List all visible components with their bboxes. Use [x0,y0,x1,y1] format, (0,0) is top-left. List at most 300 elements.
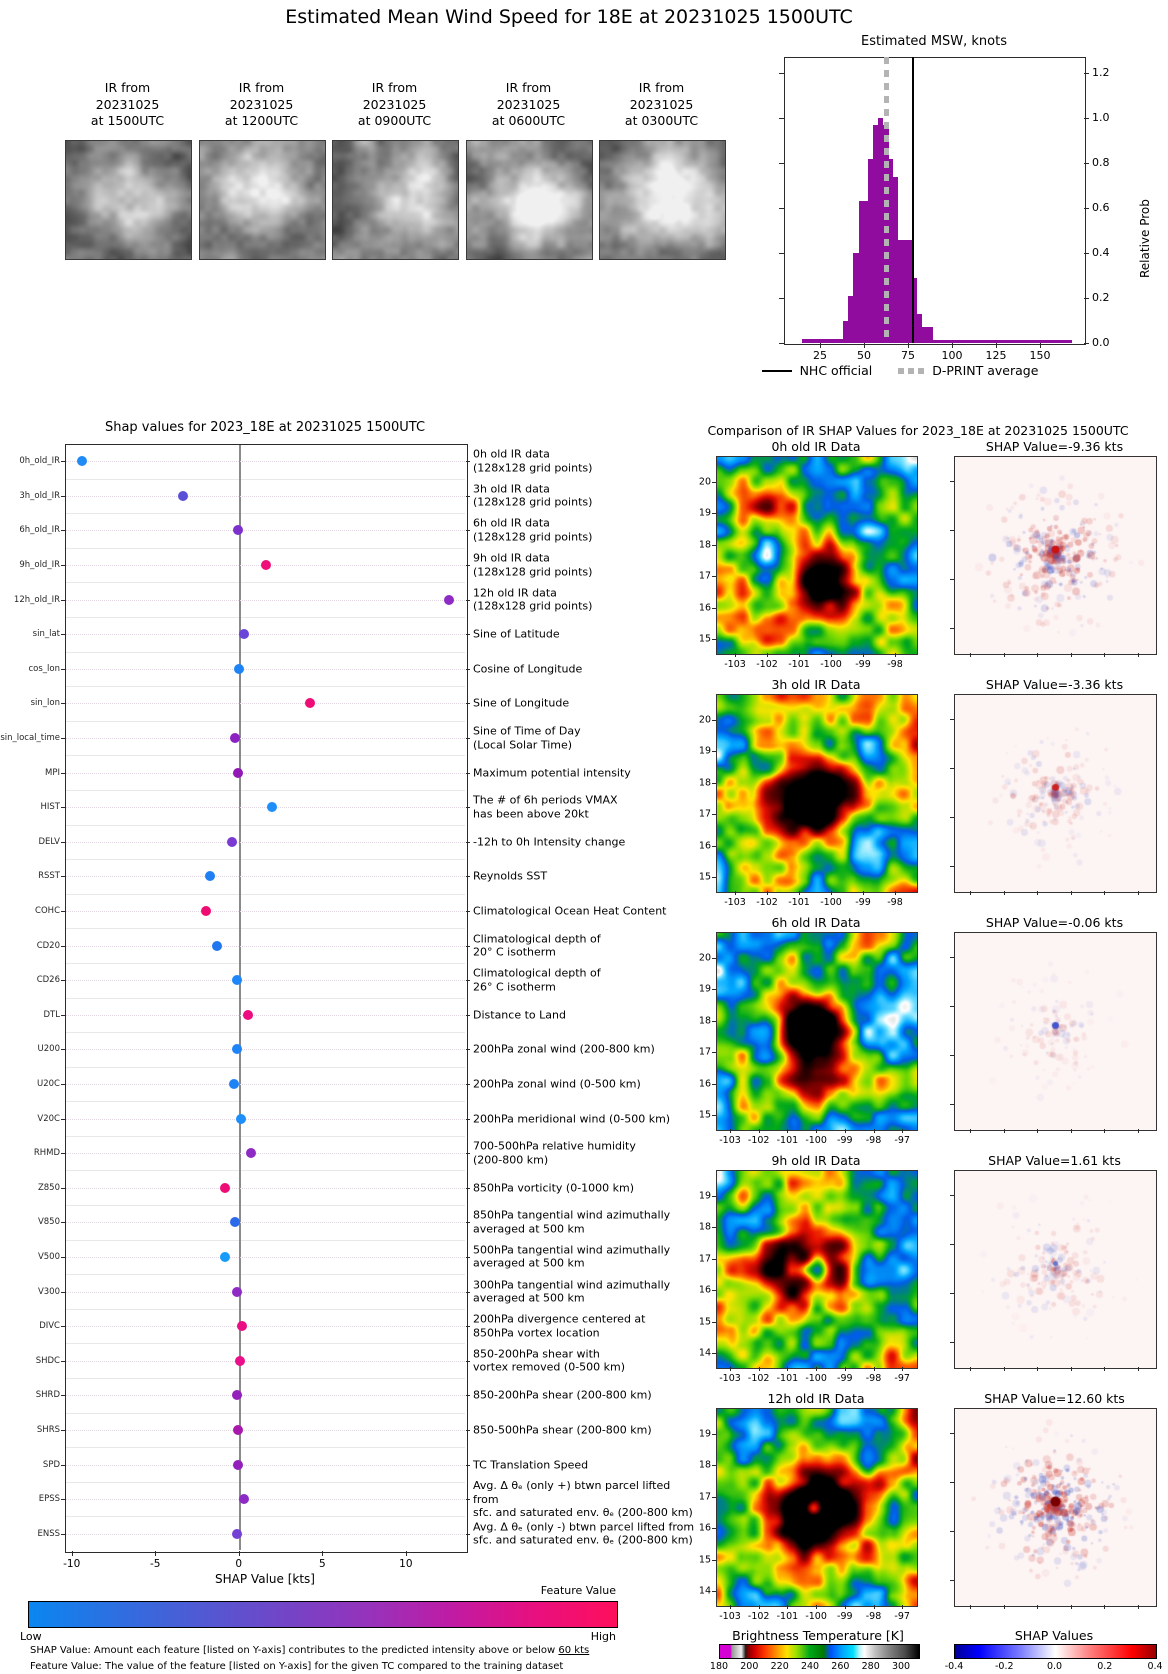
row-separator [66,825,465,826]
thumb-label-line: 20231025 [629,96,694,112]
tick-mark [466,600,470,601]
thumb-label-line: at 1500UTC [90,113,165,128]
histogram-bar [859,201,868,343]
feature-name-CD20: CD20 [36,940,60,951]
shap-dot-sin_lon [305,698,315,708]
histogram-ylabel: Relative Prob [1138,199,1152,278]
map-xtick-label: -97 [894,1135,910,1146]
shap-dot-HIST [267,802,277,812]
tick-mark [712,989,716,990]
map-ytick-label: 20 [698,476,711,488]
thumb-label-line: at 0900UTC [357,113,432,128]
feature-name-DELV: DELV [38,836,60,847]
ir-data-map-row2 [716,932,918,1131]
map-xtick-label: -98 [865,1611,882,1622]
tick-mark [466,911,470,912]
row-gridline [66,738,465,739]
tick-mark [779,343,784,344]
row-separator [66,1205,465,1206]
tick-mark [996,343,997,348]
shap-dot-sin_lat [239,629,249,639]
feature-desc-V500: 500hPa tangential wind azimuthally averaged at 500 km [473,1243,671,1270]
map-ytick-label: 17 [698,808,711,820]
tick-mark [712,1196,716,1197]
bt-colorbar-caption: Brightness Temperature [K] [732,1628,904,1643]
tick-mark [816,1129,817,1133]
thumb-label-line: IR from [238,80,285,95]
row-separator [66,1482,465,1483]
shap-dot-V500 [220,1252,230,1262]
tick-mark [712,1021,716,1022]
colorbar-high-label: High [590,1630,616,1643]
tick-mark [895,891,896,895]
row-separator [66,1309,465,1310]
feature-name-ENSS: ENSS [37,1528,60,1539]
tick-mark [799,653,800,657]
shap-dot-cos_lon [234,664,244,674]
shap-map-title-row1: SHAP Value=-3.36 kts [985,677,1124,692]
tick-mark [712,608,716,609]
thumb-label-line: 20231025 [496,96,561,112]
feature-name-cos_lon: cos_lon [28,663,60,674]
tick-mark [902,1367,903,1371]
feature-name-RSST: RSST [38,871,60,882]
shap-map-row3 [954,1170,1157,1369]
row-gridline [66,461,465,462]
feature-name-3h_old_IR: 3h_old_IR [19,490,60,501]
legend-item-nhc [762,363,873,378]
ir-thumbnail-image [332,140,459,260]
feature-name-0h_old_IR: 0h_old_IR [19,456,60,467]
row-separator [66,1101,465,1102]
tick-mark [970,653,971,657]
shap-dot-MPI [233,768,243,778]
tick-mark [950,1580,954,1581]
tick-mark [950,1433,954,1434]
row-gridline [66,1395,465,1396]
dotted-line-swatch [898,368,924,374]
tick-mark [61,1430,65,1431]
figure-title: Estimated Mean Wind Speed for 18E at 20231025 1500UTC [285,6,853,28]
tick-mark [466,1119,470,1120]
tick-mark [952,343,953,348]
tick-mark [61,1361,65,1362]
tick-mark [845,1605,846,1609]
feature-desc-DIVC: 200hPa divergence centered at 850hPa vortex location [473,1312,646,1340]
tick-mark [1104,891,1105,895]
row-gridline [66,1534,465,1535]
thumb-label-line: at 1200UTC [224,113,299,128]
row-separator [66,1136,465,1137]
tick-mark [1037,1367,1038,1371]
bt-colorbar [719,1644,920,1659]
row-gridline [66,980,465,981]
comparison-title: Comparison of IR SHAP Values for 2023_18E at 20231025 1500UTC [707,423,1129,438]
feature-desc-3h_old_IR: 3h old IR data (128x128 grid points) [473,482,593,509]
row-separator [66,1343,465,1344]
shap-map-title-row0: SHAP Value=-9.36 kts [985,439,1124,454]
shap-colorbar-tick: 0.0 [1046,1661,1063,1672]
tick-mark [712,482,716,483]
tick-mark [950,1006,954,1007]
tick-mark [712,1115,716,1116]
row-gridline [66,530,465,531]
tick-mark [1084,253,1089,254]
tick-mark [950,1055,954,1056]
row-gridline [66,496,465,497]
feature-name-V500: V500 [37,1251,60,1262]
feature-desc-SHRS: 850-500hPa shear (200-800 km) [473,1423,652,1437]
feature-desc-V20C: 200hPa meridional wind (0-500 km) [473,1111,671,1125]
feature-desc-sin_local_time: Sine of Time of Day (Local Solar Time) [473,724,581,752]
tick-mark [712,1591,716,1592]
tick-mark [466,1395,470,1396]
tick-mark [61,600,65,601]
row-separator [66,1067,465,1068]
tick-mark [863,653,864,657]
tick-mark [779,298,784,299]
row-separator [66,582,465,583]
map-xtick-label: -103 [724,659,746,670]
tick-mark [61,911,65,912]
feature-desc-Z850: 850hPa vorticity (0-1000 km) [473,1181,635,1195]
tick-mark [466,461,470,462]
feature-name-sin_lon: sin_lon [30,698,60,709]
map-xtick-label: -100 [805,1135,827,1146]
tick-mark [61,773,65,774]
feature-name-sin_lat: sin_lat [32,629,60,640]
tick-mark [406,1551,407,1556]
row-separator [66,652,465,653]
tick-mark [712,846,716,847]
feature-desc-SPD: TC Translation Speed [473,1457,589,1471]
tick-mark [816,1605,817,1609]
shap-dot-SPD [233,1460,243,1470]
tick-mark [735,891,736,895]
map-ytick-label: 15 [698,1554,711,1566]
tick-mark [1084,73,1089,74]
tick-mark [712,545,716,546]
histogram-xtick-label: 125 [985,349,1007,362]
tick-mark [779,253,784,254]
feature-value-colorbar [28,1601,618,1628]
tick-mark [767,891,768,895]
row-gridline [66,634,465,635]
map-ytick-label: 15 [698,633,711,645]
tick-mark [712,1322,716,1323]
ir-thumbnail-image [466,140,593,260]
shap-dot-sin_local_time [230,733,240,743]
map-ytick-label: 14 [698,1585,711,1597]
tick-mark [874,1605,875,1609]
tick-mark [61,530,65,531]
map-ytick-label: 18 [698,1221,711,1233]
bt-colorbar-tick: 300 [891,1661,911,1672]
map-ytick-label: 17 [698,1491,711,1503]
feature-name-SPD: SPD [42,1459,60,1470]
tick-mark [1084,163,1089,164]
feature-desc-sin_lat: Sine of Latitude [473,627,560,641]
tick-mark [466,669,470,670]
tick-mark [712,1434,716,1435]
shap-value-footnote [30,1645,589,1656]
map-xtick-label: -99 [837,1135,853,1146]
tick-mark [816,1367,817,1371]
map-xtick-label: -102 [756,897,778,908]
histogram-ytick-label: 1.0 [1092,111,1110,124]
histogram-ytick-label: 0.6 [1092,201,1110,214]
thumb-label-line: at 0300UTC [624,113,699,128]
map-xtick-label: -101 [776,1135,799,1146]
tick-mark [863,891,864,895]
row-gridline [66,842,465,843]
row-gridline [66,1222,465,1223]
tick-mark [1004,653,1005,657]
shap-colorbar-tick: 0.2 [1097,1661,1113,1672]
ir-map-title-row1: 3h old IR Data [771,677,861,692]
tick-mark [730,1605,731,1609]
histogram-xtick-label: 25 [813,349,827,362]
legend-label: D-PRINT average [932,363,1039,378]
feature-name-EPSS: EPSS [38,1494,60,1505]
shap-xtick-label: 10 [399,1558,413,1570]
map-ytick-label: 16 [698,1522,711,1534]
row-gridline [66,1188,465,1189]
histogram-ytick-label: 0.2 [1092,291,1110,304]
thumb-label-0900 [332,80,457,130]
tick-mark [831,891,832,895]
row-gridline [66,807,465,808]
tick-mark [466,807,470,808]
tick-mark [61,1465,65,1466]
row-gridline [66,1326,465,1327]
row-gridline [66,911,465,912]
tick-mark [908,343,909,348]
feature-desc-HIST: The # of 6h periods VMAX has been above 20kt [473,793,618,821]
nhc-official-line [912,57,914,343]
shap-map-title-row2: SHAP Value=-0.06 kts [985,915,1124,930]
tick-mark [950,768,954,769]
thumb-label-line: 20231025 [95,96,160,112]
feature-desc-U20C: 200hPa zonal wind (0-500 km) [473,1077,641,1091]
row-separator [66,1413,465,1414]
tick-mark [466,1222,470,1223]
ir-data-map-row4 [716,1408,918,1607]
tick-mark [759,1367,760,1371]
thumb-label-1500 [65,80,190,130]
feature-desc-MPI: Maximum potential intensity [473,765,631,779]
tick-mark [466,1465,470,1466]
tick-mark [466,1361,470,1362]
tick-mark [845,1129,846,1133]
map-xtick-label: -98 [865,1373,882,1384]
shap-dot-9h_old_IR [261,560,271,570]
ir-data-map-row1 [716,694,918,893]
feature-name-COHC: COHC [35,906,60,917]
feature-desc-RHMD: 700-500hPa relative humidity (200-800 km) [473,1139,636,1167]
shap-xtick-label: 5 [318,1558,326,1570]
tick-mark [61,1395,65,1396]
tick-mark [1004,891,1005,895]
histogram-bar [922,327,933,343]
map-ytick-label: 16 [698,1078,711,1090]
tick-mark [61,634,65,635]
map-xtick-label: -98 [887,897,903,908]
tick-mark [730,1129,731,1133]
map-ytick-label: 18 [698,1459,711,1471]
tick-mark [61,1534,65,1535]
feature-desc-CD20: Climatological depth of 20° C isotherm [473,932,601,959]
tick-mark [466,738,470,739]
feature-name-sin_local_time: sin_local_time [0,733,60,744]
row-gridline [66,1119,465,1120]
tick-mark [779,73,784,74]
bt-colorbar-tick: 260 [831,1661,850,1672]
feature-name-DTL: DTL [43,1009,60,1020]
map-xtick-label: -102 [747,1373,770,1384]
tick-mark [1040,343,1041,348]
row-separator [66,686,465,687]
feature-name-HIST: HIST [40,802,60,813]
solid-line-swatch [762,370,792,372]
feature-name-12h_old_IR: 12h_old_IR [13,594,60,605]
tick-mark [1037,891,1038,895]
tick-mark [322,1551,323,1556]
map-xtick-label: -101 [776,1373,799,1384]
shap-values-colorbar [954,1644,1157,1659]
shap-dot-SHDC [235,1356,245,1366]
feature-desc-CD26: Climatological depth of 26° C isotherm [473,966,601,994]
tick-mark [820,343,821,348]
shap-dot-ENSS [232,1529,242,1539]
shap-map-row1 [954,694,1157,893]
map-ytick-label: 18 [698,777,711,789]
feature-name-RHMD: RHMD [33,1148,60,1159]
histogram-title: Estimated MSW, knots [861,34,1007,49]
map-xtick-label: -98 [865,1135,882,1146]
tick-mark [1037,1605,1038,1609]
shap-map-title-row4: SHAP Value=12.60 kts [984,1391,1125,1406]
tick-mark [1104,653,1105,657]
tick-mark [466,530,470,531]
tick-mark [1004,1129,1005,1133]
tick-mark [466,703,470,704]
tick-mark [466,773,470,774]
shap-colorbar-tick: -0.4 [944,1661,964,1672]
tick-mark [466,1326,470,1327]
footnote-text: SHAP Value: Amount each feature [listed on Y-axis] contributes to the predicted intensity above or below [30,1645,559,1656]
shap-map-row0 [954,456,1157,655]
tick-mark [1138,1367,1139,1371]
tick-mark [970,1129,971,1133]
tick-mark [61,1222,65,1223]
zero-line [239,445,241,1550]
shap-dot-V20C [236,1114,246,1124]
tick-mark [466,1084,470,1085]
feature-name-SHDC: SHDC [35,1355,60,1366]
tick-mark [787,1367,788,1371]
ir-map-title-row2: 6h old IR Data [771,915,861,930]
feature-name-SHRD: SHRD [35,1390,60,1401]
tick-mark [1104,1367,1105,1371]
shap-dot-SHRS [233,1425,243,1435]
feature-name-CD26: CD26 [36,975,60,986]
row-separator [66,548,465,549]
tick-mark [61,946,65,947]
tick-mark [712,1259,716,1260]
thumb-label-line: 20231025 [229,96,294,112]
tick-mark [799,891,800,895]
row-gridline [66,1049,465,1050]
tick-mark [950,1104,954,1105]
tick-mark [466,565,470,566]
thumb-label-0300 [599,80,724,130]
tick-mark [61,1015,65,1016]
map-ytick-label: 19 [698,507,711,519]
feature-desc-6h_old_IR: 6h old IR data (128x128 grid points) [473,516,593,544]
tick-mark [970,891,971,895]
shap-colorbar-tick: -0.2 [994,1661,1014,1672]
row-gridline [66,1292,465,1293]
row-gridline [66,1430,465,1431]
map-ytick-label: 19 [698,1190,711,1202]
tick-mark [1084,343,1089,344]
shap-plot-title: Shap values for 2023_18E at 20231025 1500UTC [104,420,426,435]
feature-desc-12h_old_IR: 12h old IR data (128x128 grid points) [473,586,593,613]
histogram-bar [802,339,842,344]
map-ytick-label: 16 [698,1284,711,1296]
bt-colorbar-tick: 220 [770,1661,789,1672]
shap-xtick-label: -5 [149,1558,161,1570]
histogram-ytick-label: 1.2 [1092,66,1110,79]
tick-mark [950,866,954,867]
tick-mark [950,1531,954,1532]
tick-mark [759,1605,760,1609]
map-xtick-label: -101 [788,659,810,670]
row-separator [66,1447,465,1448]
tick-mark [759,1129,760,1133]
row-separator [66,859,465,860]
map-ytick-label: 17 [698,1253,711,1265]
tick-mark [466,1499,470,1500]
tick-mark [950,1195,954,1196]
row-separator [66,1032,465,1033]
tick-mark [1071,653,1072,657]
tick-mark [61,669,65,670]
shap-dot-COHC [201,906,211,916]
map-xtick-label: -103 [719,1373,741,1384]
row-gridline [66,1465,465,1466]
tick-mark [730,1367,731,1371]
row-separator [66,894,465,895]
tick-mark [61,1084,65,1085]
tick-mark [466,1153,470,1154]
tick-mark [712,1465,716,1466]
feature-name-MPI: MPI [45,767,60,778]
map-xtick-label: -102 [747,1135,770,1146]
shap-dot-U200 [232,1044,242,1054]
row-gridline [66,773,465,774]
feature-desc-DTL: Distance to Land [473,1008,566,1022]
tick-mark [61,1292,65,1293]
tick-mark [1084,118,1089,119]
row-gridline [66,1015,465,1016]
histogram-bar [898,240,911,344]
feature-desc-COHC: Climatological Ocean Heat Content [473,904,667,918]
ir-map-title-row0: 0h old IR Data [771,439,861,454]
thumb-label-line: IR from [371,80,418,95]
map-ytick-label: 18 [698,539,711,551]
